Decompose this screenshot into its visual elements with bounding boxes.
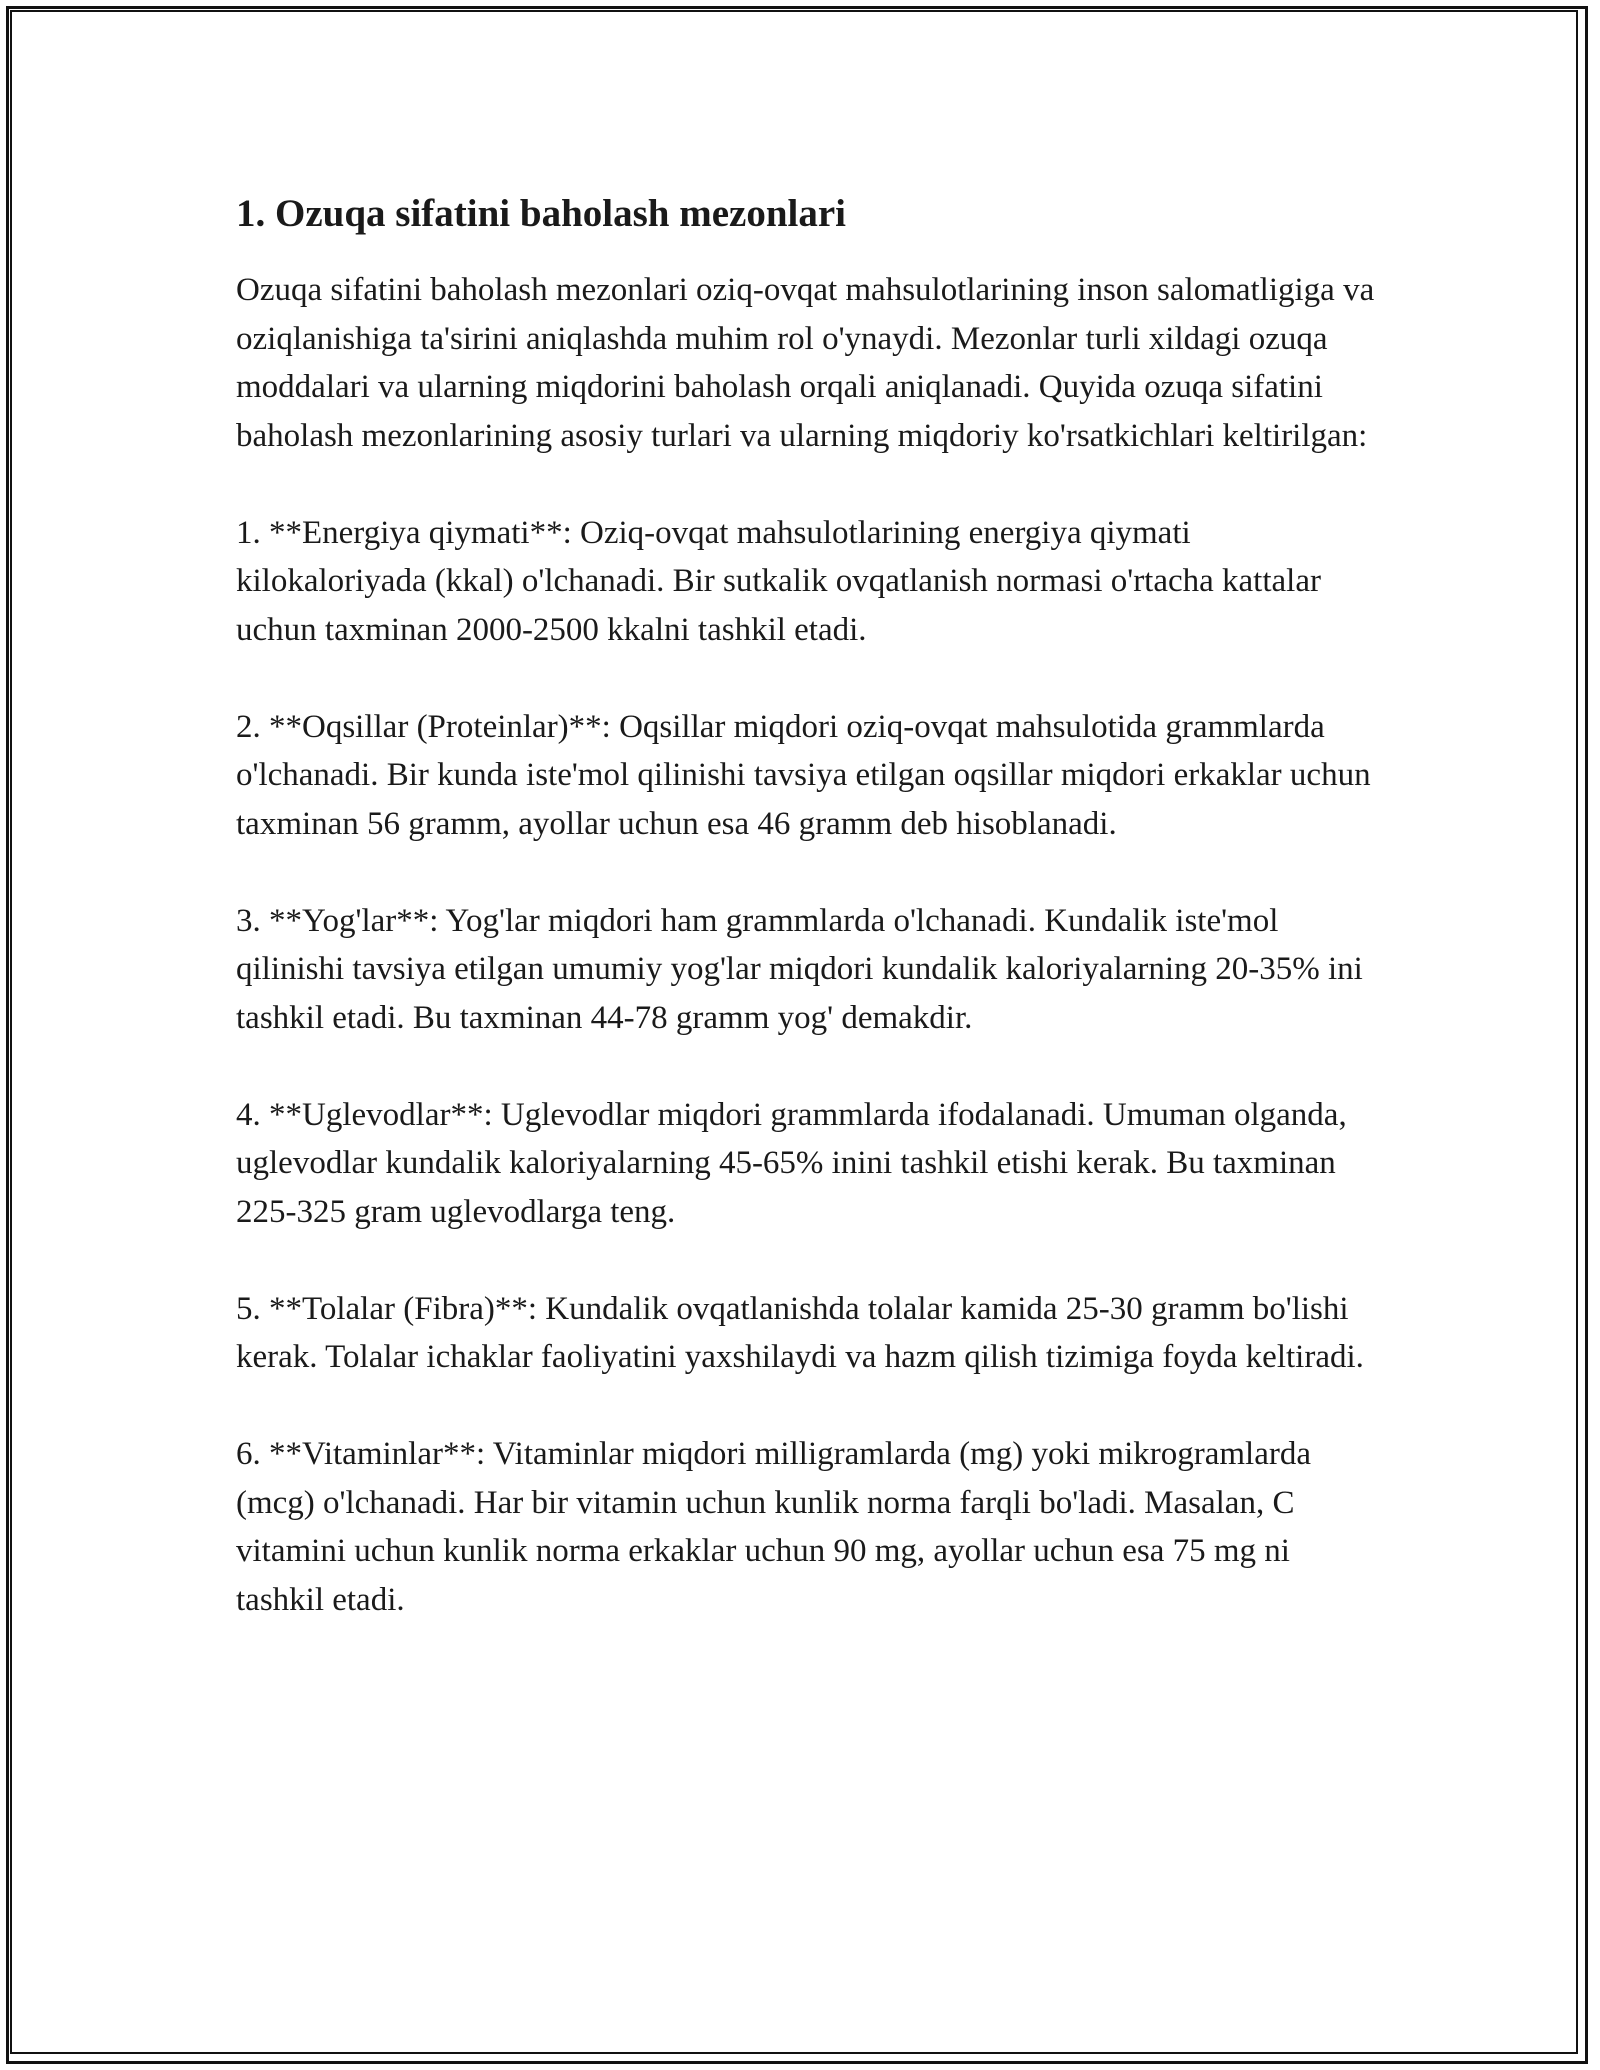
- section-title: 1. Ozuqa sifatini baholash mezonlari: [236, 192, 846, 235]
- list-item-tolalar: 5. **Tolalar (Fibra)**: Kundalik ovqatlanishda tolalar kamida 25-30 gramm bo'lishi kerak. Tolalar ichaklar faoliyatini yaxshilaydi va hazm qilish tizimiga foyda keltiradi.: [236, 1290, 1364, 1375]
- list-item-oqsillar: 2. **Oqsillar (Proteinlar)**: Oqsillar miqdori oziq-ovqat mahsulotida grammlarda o'lchanadi. Bir kunda iste'mol qilinishi tavsiya etilgan oqsillar miqdori erkaklar uchun taxminan 56 gramm, ayollar uchun esa 46 gramm deb hisoblanadi.: [236, 708, 1371, 842]
- list-item-energiya: 1. **Energiya qiymati**: Oziq-ovqat mahsulotlarining energiya qiymati kilokaloriyada (kkal) o'lchanadi. Bir sutkalik ovqatlanish normasi o'rtacha kattalar uchun taxminan 2000-2500 kkalni tashkil etadi.: [236, 514, 1321, 648]
- document-body: [236, 190, 1376, 1673]
- list-item-vitaminlar: 6. **Vitaminlar**: Vitaminlar miqdori milligramlarda (mg) yoki mikrogramlarda (mcg) o'lchanadi. Har bir vitamin uchun kunlik norma farqli bo'ladi. Masalan, C vitamini uchun kunlik norma erkaklar uchun 90 mg, ayollar uchun esa 75 mg ni tashkil etadi.: [236, 1436, 1312, 1618]
- list-item-uglevodlar: 4. **Uglevodlar**: Uglevodlar miqdori grammlarda ifodalanadi. Umuman olganda, uglevodlar kundalik kaloriyalarning 45-65% inini tashkil etishi kerak. Bu taxminan 225-325 gram uglevodlarga teng.: [236, 1096, 1347, 1230]
- intro-paragraph: Ozuqa sifatini baholash mezonlari oziq-ovqat mahsulotlarining inson salomatligiga va oziqlanishiga ta'sirini aniqlashda muhim rol o'ynaydi. Mezonlar turli xildagi ozuqa moddalari va ularning miqdorini baholash orqali aniqlanadi. Quyida ozuqa sifatini baholash mezonlarining asosiy turlari va ularning miqdoriy ko'rsatkichlari keltirilgan:: [236, 272, 1375, 454]
- list-item-yoglar: 3. **Yog'lar**: Yog'lar miqdori ham grammlarda o'lchanadi. Kundalik iste'mol qilinishi tavsiya etilgan umumiy yog'lar miqdori kundalik kaloriyalarning 20-35% ini tashkil etadi. Bu taxminan 44-78 gramm yog' demakdir.: [236, 902, 1363, 1036]
